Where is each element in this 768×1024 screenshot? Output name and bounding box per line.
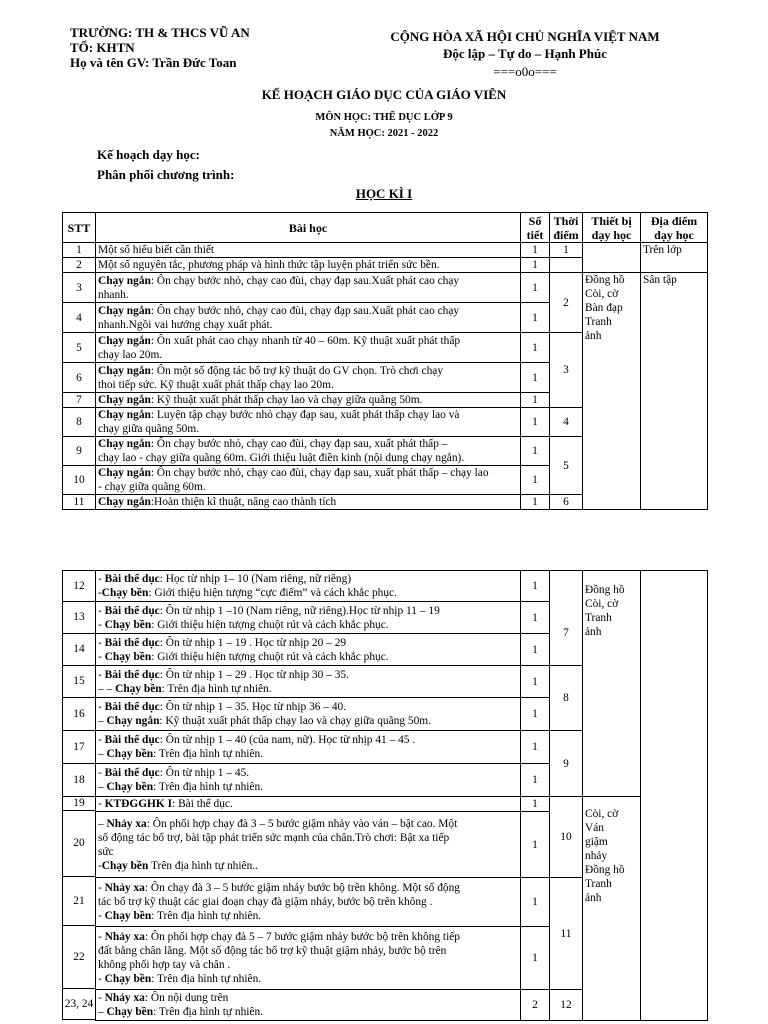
row-number: 6 [63, 363, 96, 393]
equipment-item: Đồng hồ [585, 864, 625, 876]
lesson-text: : Ôn chạy bước nhỏ, chạy cao đùi, chạy đạp sau.Xuất phát cao chạy [150, 304, 460, 317]
row-number: 22 [62, 925, 95, 989]
distribution-label: Phân phối chương trình: [97, 167, 235, 182]
lesson-content [96, 408, 521, 437]
equipment-cell [583, 243, 641, 273]
period-count: 1 [521, 602, 550, 634]
lesson-topic: Bài thể dục [104, 604, 160, 617]
lesson-topic: Chạy bền [115, 682, 162, 695]
lesson-text: nhanh.Ngồi vai hướng chạy xuất phát. [98, 318, 273, 331]
lesson-topic: Chạy ngắn [98, 334, 151, 347]
lesson-topic: Bài thể dục [104, 573, 160, 585]
row-number: 4 [63, 303, 96, 333]
lesson-content [96, 797, 521, 812]
period-count: 1 [521, 466, 550, 495]
lesson-text: thoi tiếp sức. Kỹ thuật xuất phát thấp chạy lao 20m. [98, 378, 334, 391]
row-number: 14 [62, 633, 95, 666]
lesson-text: : Giới thiệu hiện tượng chuột rút và cách khắc phục. [151, 650, 389, 663]
lesson-text: : Ôn chạy bước nhỏ, chạy cao đùi, chạy đạp sau, xuất phát thấp – chạy lao [150, 467, 489, 479]
row-number: 7 [63, 393, 96, 408]
lesson-line [98, 422, 518, 436]
lesson-text: : Ôn chạy bước nhỏ, chạy cao đùi, chạy đạp sau, xuất phát thấp – [150, 438, 448, 450]
lesson-line [98, 845, 518, 859]
lesson-text: - chạy giữa quãng 60m. [98, 481, 206, 493]
lesson-topic: Chạy bền [104, 910, 152, 922]
equipment-item: Bàn đạp [585, 302, 623, 314]
col-header-location: Địa điểm dạy học [641, 213, 708, 243]
lesson-line [98, 895, 518, 909]
lesson-text: : Ôn một số động tác bổ trợ kỹ thuật do GV chọn. Trò chơi chạy [150, 364, 444, 377]
lesson-line [98, 881, 518, 895]
time-point: 2 [550, 273, 583, 333]
equipment-cell [583, 273, 641, 510]
lesson-topic: Chạy ngắn [98, 304, 151, 317]
document-title: KẾ HOẠCH GIÁO DỤC CỦA GIÁO VIÊN [261, 87, 507, 102]
lesson-text: : Ôn phối hợp chạy đà 3 – 5 bước giậm nhảy vào ván – bật cao. Một [146, 817, 458, 830]
period-count: 1 [521, 258, 550, 273]
lesson-text: chạy lao 20m. [98, 348, 163, 361]
lesson-topic: Chạy ngắn [98, 409, 151, 421]
time-point: 11 [550, 878, 583, 990]
lesson-line [98, 636, 518, 650]
lesson-topic: Bài thể dục [104, 701, 160, 713]
lesson-text: không phối hợp tay và chân . [98, 959, 231, 971]
time-point: 6 [550, 495, 583, 510]
row-number: 18 [62, 763, 95, 797]
lesson-text: : Ôn chạy bước nhỏ, chạy cao đùi, chạy đạp sau.Xuất phát cao chạy [150, 274, 460, 287]
lesson-line [98, 393, 518, 407]
lesson-text: Trên địa hình tự nhiên.. [148, 859, 258, 872]
period-count: 1 [521, 408, 550, 437]
teacher-name: Họ và tên GV: Trần Đức Toan [70, 55, 237, 70]
lesson-line [98, 604, 518, 618]
lesson-line [98, 714, 518, 728]
lesson-line [98, 288, 518, 302]
time-point: 9 [550, 731, 583, 797]
lesson-line [98, 700, 518, 714]
lesson-content [96, 634, 521, 666]
period-count: 1 [521, 243, 550, 258]
row-number: 12 [62, 570, 95, 602]
lesson-topic: Bài thể dục [104, 767, 160, 779]
lesson-line [98, 909, 518, 923]
period-count: 1 [521, 731, 550, 764]
lesson-line [98, 495, 518, 509]
header-divider: ===o0o=== [493, 64, 557, 79]
lesson-text: số động tác bổ trợ, bài tập phát triển sức mạnh của chân.Trò chơi: Bật xa tiếp [98, 831, 450, 844]
lesson-content [96, 273, 521, 303]
time-point: 8 [550, 666, 583, 731]
lesson-line [98, 572, 518, 586]
row-number: 20 [62, 810, 95, 877]
row-number: 21 [62, 876, 95, 926]
row-number: 10 [63, 466, 96, 495]
lesson-text: – – [98, 682, 116, 695]
col-header-equipment: Thiết bị dạy học [583, 213, 641, 243]
time-point [550, 571, 583, 602]
lesson-text: : Học từ nhịp 1– 10 (Nam riêng, nữ riêng) [159, 573, 352, 585]
lesson-text: : Trên địa hình tự nhiên. [151, 910, 262, 922]
lesson-content [96, 243, 521, 258]
equipment-item: ảnh [585, 892, 602, 904]
equipment-item: Tranh [585, 612, 612, 624]
lesson-content [96, 666, 521, 698]
lesson-topic: Chạy ngắn [98, 467, 151, 479]
lesson-text: : Ôn từ nhịp 1 –10 (Nam riêng, nữ riêng).Học từ nhịp 11 – 19 [159, 604, 440, 617]
group-name: TỔ: KHTN [70, 40, 135, 55]
plan-label: Kế hoạch dạy học: [97, 147, 200, 162]
lesson-text: - [98, 587, 102, 599]
lesson-plan-table-1 [62, 212, 708, 510]
lesson-line [98, 451, 518, 465]
lesson-line [98, 831, 518, 845]
lesson-line [98, 668, 518, 682]
lesson-line [98, 991, 518, 1005]
lesson-text: : Ôn từ nhịp 1 – 40 (của nam, nữ). Học từ nhịp 41 – 45 . [159, 734, 416, 746]
lesson-line [98, 334, 518, 348]
lesson-text: - [98, 882, 105, 894]
lesson-topic: Chạy bền [101, 859, 149, 872]
lesson-text: - [98, 931, 105, 943]
lesson-text: nhanh. [98, 288, 129, 301]
lesson-text: : Ôn từ nhịp 1 – 45. [159, 767, 250, 779]
lesson-text: : Kỹ thuật xuất phát thấp chạy lao và chạy giữa quãng 50m. [159, 715, 431, 727]
lesson-text: - [98, 701, 105, 713]
lesson-text: : Ôn xuất phát cao chạy nhanh từ 40 – 60m. Kỹ thuật xuất phát thấp [150, 334, 461, 347]
row-number: 8 [63, 408, 96, 437]
lesson-text: - [98, 618, 105, 631]
location-cell [641, 571, 708, 1021]
lesson-text: - [98, 859, 102, 872]
semester-heading: HỌC KÌ I [355, 186, 413, 201]
lesson-content [96, 495, 521, 510]
lesson-line [98, 1005, 518, 1019]
lesson-line [98, 348, 518, 362]
lesson-line [98, 817, 518, 831]
lesson-topic: Chạy bền [104, 618, 152, 631]
lesson-text: – [98, 1006, 107, 1018]
equipment-item: Còi, cờ [585, 598, 619, 610]
lesson-text: : Ôn từ nhịp 1 – 19 . Học từ nhịp 20 – 29 [159, 636, 347, 649]
lesson-line [98, 958, 518, 972]
lesson-line [98, 780, 518, 794]
lesson-line [98, 733, 518, 747]
lesson-topic: Chạy ngắn [98, 496, 151, 508]
row-number: 3 [63, 273, 96, 303]
lesson-text: - [98, 973, 105, 985]
table-row [63, 273, 708, 303]
subject-line: MÔN HỌC: THỂ DỤC LỚP 9 [315, 112, 453, 123]
lesson-topic: Nhảy xa [106, 817, 147, 830]
lesson-line [98, 364, 518, 378]
equipment-item: Tranh [585, 316, 612, 328]
period-count: 1 [521, 571, 550, 602]
lesson-text: Một số nguyên tắc, phương pháp và hình thức tập luyện phát triển sức bền. [98, 259, 440, 271]
lesson-line [98, 318, 518, 332]
equipment-item: Tranh [585, 878, 612, 890]
lesson-topic: Chạy bền [106, 1006, 154, 1018]
lesson-content [96, 878, 521, 927]
lesson-line [98, 437, 518, 451]
lesson-line [98, 258, 518, 272]
nation-title: CỘNG HÒA XÃ HỘI CHỦ NGHĨA VIỆT NAM [390, 29, 660, 44]
lesson-line [98, 650, 518, 664]
lesson-text: : Giới thiệu hiện tượng “cực điểm” và cách khắc phục. [148, 587, 397, 599]
lesson-text: - [98, 992, 105, 1004]
period-count: 1 [521, 812, 550, 878]
lesson-topic: Nhảy xa [104, 931, 145, 943]
equipment-item: Đồng hồ [585, 584, 625, 596]
lesson-text: : Trên địa hình tự nhiên. [151, 973, 262, 985]
lesson-topic: Chạy bền [101, 587, 149, 599]
lesson-text: - [98, 650, 105, 663]
row-number: 5 [63, 333, 96, 363]
lesson-text: : Ôn nội dung trên [144, 992, 229, 1004]
period-count: 1 [521, 333, 550, 363]
col-header-lesson: Bài học [96, 213, 521, 243]
lesson-text: - [98, 668, 105, 681]
equipment-item: ảnh [585, 626, 602, 638]
lesson-line [98, 480, 518, 494]
lesson-content [96, 363, 521, 393]
row-number: 23, 24 [62, 988, 95, 1020]
lesson-topic: KTĐGGHK I [104, 798, 173, 810]
lesson-text: : Ôn phối hợp chạy đà 5 – 7 bước giậm nhảy bước bộ trên không tiếp [144, 931, 460, 943]
lesson-text: Một số hiểu biết cần thiết [98, 244, 215, 256]
lesson-topic: Bài thể dục [104, 668, 160, 681]
lesson-content [96, 466, 521, 495]
equipment-item: Còi, cờ [585, 288, 619, 300]
lesson-line [98, 586, 518, 600]
equipment-cell [583, 571, 641, 797]
lesson-text: : Trên địa hình tự nhiên. [153, 781, 264, 793]
lesson-line [98, 304, 518, 318]
lesson-topic: Chạy ngắn [98, 394, 151, 406]
lesson-text: : Trên địa hình tự nhiên. [153, 1006, 264, 1018]
lesson-content [96, 602, 521, 634]
period-count: 1 [521, 927, 550, 990]
time-point: 10 [550, 797, 583, 878]
lesson-text: chạy giữa quãng 50m. [98, 423, 200, 435]
equipment-item: Còi, cờ [585, 808, 619, 820]
lesson-topic: Chạy ngắn [98, 438, 151, 450]
row-number: 13 [62, 601, 95, 634]
equipment-item: Đồng hồ [585, 274, 625, 286]
row-number: 1 [63, 243, 96, 258]
period-count: 2 [521, 990, 550, 1021]
national-motto: Độc lập – Tự do – Hạnh Phúc [443, 46, 607, 61]
lesson-topic: Nhảy xa [104, 992, 145, 1004]
period-count: 1 [521, 495, 550, 510]
lesson-text: : Ôn từ nhịp 1 – 35. Học từ nhịp 36 – 40. [159, 701, 347, 713]
lesson-content [96, 990, 521, 1021]
lesson-text: – [98, 781, 107, 793]
lesson-line [98, 766, 518, 780]
lesson-text: – [98, 748, 107, 760]
table-row [96, 571, 708, 602]
lesson-content [96, 927, 521, 990]
lesson-content [96, 258, 521, 273]
lesson-line [98, 944, 518, 958]
lesson-line [98, 930, 518, 944]
row-number: 16 [62, 697, 95, 731]
lesson-content [96, 393, 521, 408]
time-point [550, 258, 583, 273]
row-number: 15 [62, 665, 95, 698]
lesson-topic: Bài thể dục [104, 734, 160, 746]
lesson-text: - [98, 910, 105, 922]
lesson-text: : Bài thể dục. [172, 798, 233, 810]
period-count: 1 [521, 273, 550, 303]
col-header-periods: Số tiết [521, 213, 550, 243]
time-point: 7 [550, 602, 583, 666]
lesson-text: - [98, 767, 105, 779]
lesson-text: tác bổ trợ kỹ thuật các giai đoạn chạy đà giậm nhảy, bước bộ trên không . [98, 896, 433, 908]
lesson-text: - [98, 636, 105, 649]
period-count: 1 [521, 393, 550, 408]
period-count: 1 [521, 698, 550, 731]
lesson-text: chạy lao - chạy giữa quãng 60m. Giới thiệu luật điền kinh (nội dung chạy ngắn). [98, 452, 465, 464]
period-count: 1 [521, 437, 550, 466]
lesson-content [96, 764, 521, 797]
table-header-row [63, 213, 708, 243]
period-count: 1 [521, 634, 550, 666]
lesson-text: – [98, 715, 107, 727]
period-count: 1 [521, 666, 550, 698]
row-number: 11 [63, 495, 96, 510]
location-item: Sân tập [643, 274, 677, 286]
table-row [63, 243, 708, 258]
lesson-content [96, 698, 521, 731]
school-year: NĂM HỌC: 2021 - 2022 [329, 128, 439, 139]
lesson-topic: Chạy bền [104, 973, 152, 985]
lesson-line [98, 274, 518, 288]
lesson-line [98, 972, 518, 986]
lesson-topic: Chạy bền [104, 650, 152, 663]
lesson-content [96, 812, 521, 878]
period-count: 1 [521, 303, 550, 333]
lesson-text: – [98, 817, 107, 830]
lesson-text: :Hoàn thiện kĩ thuật, nâng cao thành tích [150, 496, 337, 508]
period-count: 1 [521, 797, 550, 812]
lesson-content [96, 333, 521, 363]
lesson-text: : Giới thiệu hiện tượng chuột rút và cách khắc phục. [151, 618, 389, 631]
lesson-text: : Kỹ thuật xuất phát thấp chạy lao và chạy giữa quãng 50m. [150, 394, 423, 406]
lesson-topic: Bài thể dục [104, 636, 160, 649]
col-header-time: Thời điểm [550, 213, 583, 243]
school-name: TRƯỜNG: TH & THCS VŨ AN [70, 25, 250, 40]
location-cell [641, 273, 708, 510]
lesson-line [98, 408, 518, 422]
lesson-text: - [98, 604, 105, 617]
lesson-text: - [98, 734, 105, 746]
lesson-line [98, 747, 518, 761]
col-header-stt: STT [63, 213, 96, 243]
lesson-line [98, 859, 518, 873]
time-point: 3 [550, 333, 583, 408]
lesson-line [98, 682, 518, 696]
row-number: 9 [63, 437, 96, 466]
lesson-topic: Chạy ngắn [98, 364, 151, 377]
lesson-line [98, 243, 518, 257]
equipment-item: nhảy [585, 850, 608, 862]
lesson-plan-table-2 [95, 570, 708, 1021]
table-row [96, 797, 708, 812]
lesson-text: sức [98, 845, 114, 858]
lesson-text: : Ôn từ nhịp 1 – 29 . Học từ nhịp 30 – 35. [159, 668, 349, 681]
lesson-text: : Luyện tập chạy bước nhỏ chạy đạp sau, xuất phát thấp chạy lao và [150, 409, 460, 421]
row-number: 19 [62, 796, 95, 811]
row-number: 2 [63, 258, 96, 273]
lesson-text: - [98, 798, 105, 810]
location-cell: Trên lớp [641, 243, 708, 273]
equipment-cell [583, 797, 641, 1021]
lesson-text: : Trên địa hình tự nhiên. [153, 748, 264, 760]
lesson-content [96, 571, 521, 602]
lesson-topic: Chạy ngắn [98, 274, 151, 287]
lesson-topic: Chạy bền [106, 748, 154, 760]
row-number: 17 [62, 730, 95, 764]
time-point: 1 [550, 243, 583, 258]
lesson-topic: Nhảy xa [104, 882, 145, 894]
lesson-text: : Trên địa hình tự nhiên. [161, 682, 272, 695]
lesson-line [98, 618, 518, 632]
time-point: 12 [550, 990, 583, 1021]
lesson-text: - [98, 573, 105, 585]
lesson-line [98, 378, 518, 392]
period-count: 1 [521, 764, 550, 797]
lesson-topic: Chạy ngắn [106, 715, 160, 727]
period-count: 1 [521, 878, 550, 927]
lesson-text: đất bằng chân lăng. Một số động tác bổ trợ kỹ thuật giậm nhảy, bước bộ trên [98, 945, 447, 957]
lesson-line [98, 466, 518, 480]
lesson-text: : Ôn chạy đà 3 – 5 bước giậm nhảy bước bộ trên không. Một số động [144, 882, 460, 894]
time-point: 4 [550, 408, 583, 437]
equipment-item: giậm [585, 836, 608, 848]
equipment-item: Ván [585, 822, 604, 834]
lesson-content [96, 303, 521, 333]
lesson-content [96, 731, 521, 764]
lesson-line [98, 797, 518, 811]
lesson-content [96, 437, 521, 466]
equipment-item: ảnh [585, 330, 602, 342]
time-point: 5 [550, 437, 583, 495]
period-count: 1 [521, 363, 550, 393]
lesson-topic: Chạy bền [106, 781, 154, 793]
